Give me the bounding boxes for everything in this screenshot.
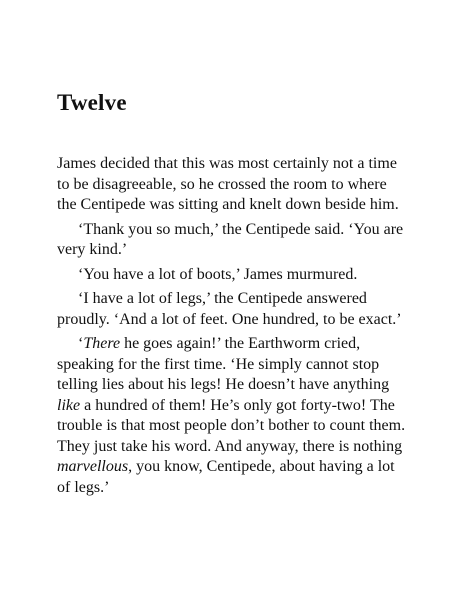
paragraph	[57, 265, 407, 286]
paragraph	[57, 334, 407, 498]
text-run: he goes again!’ the Earthworm cried, speaking for the first time. ‘He simply cannot stop telling lies about his legs! He doesn’t have anything	[57, 335, 390, 393]
italic-text: There	[83, 335, 121, 352]
text-run: , you know, Centipede, about having a lot of legs.’	[57, 458, 395, 496]
italic-text: like	[57, 396, 81, 414]
paragraph	[57, 289, 407, 330]
text-run: ‘Thank you so much,’ the Centipede said. ‘You are very kind.’	[57, 220, 404, 258]
chapter-title: Twelve	[57, 90, 127, 115]
paragraph	[57, 220, 407, 261]
paragraph	[57, 154, 407, 216]
text-run: ‘You have a lot of boots,’ James murmured.	[78, 265, 358, 283]
italic-text: marvellous	[57, 458, 129, 475]
chapter-body	[57, 154, 407, 502]
text-run: ‘I have a lot of legs,’ the Centipede answered proudly. ‘And a lot of feet. One hundred, to be exact.’	[57, 290, 402, 328]
text-run: James decided that this was most certainly not a time to be disagreeable, so he crossed the room to where the Centipede was sitting and knelt down beside him.	[57, 155, 399, 213]
text-run: ‘	[78, 335, 84, 352]
text-run: a hundred of them! He’s only got forty-two! The trouble is that most people don’t bother to count them. They just take his word. And anyway, there is nothing	[57, 396, 406, 455]
